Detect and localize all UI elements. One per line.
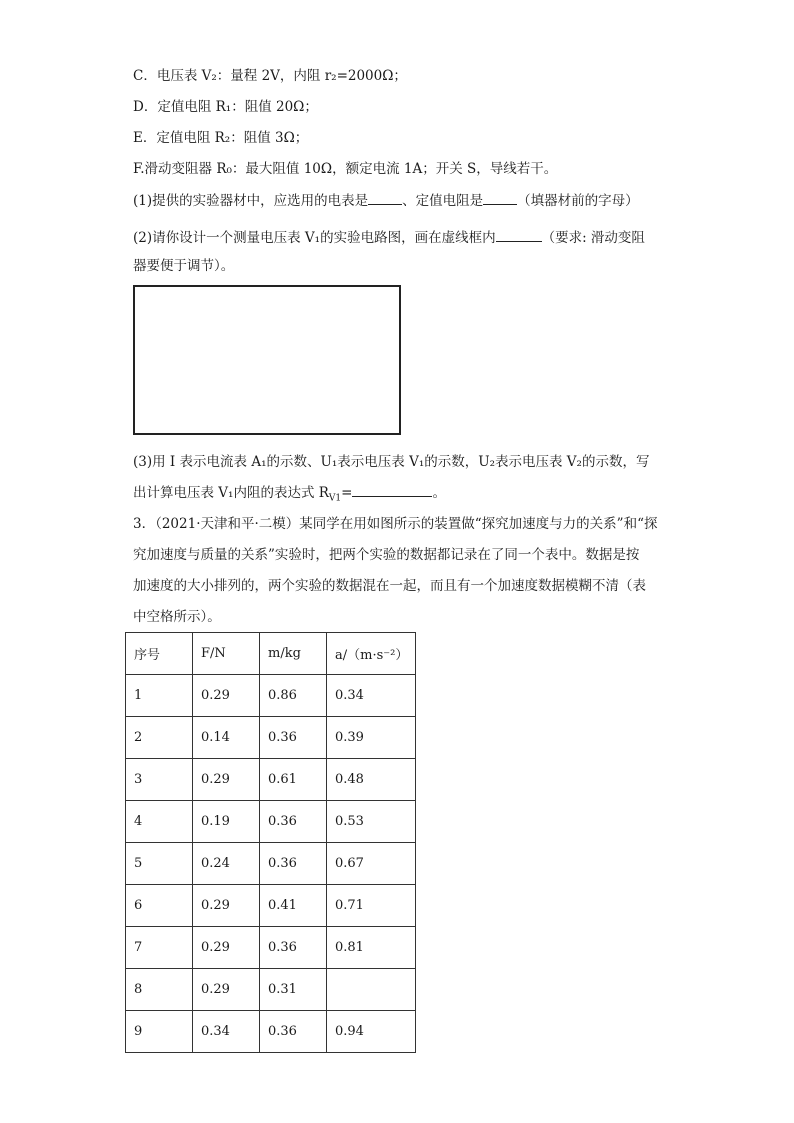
table-cell: 0.34 — [327, 675, 416, 717]
header-mass: m/kg — [260, 633, 327, 675]
table-cell: 1 — [126, 675, 193, 717]
table-cell: 0.29 — [193, 927, 260, 969]
table-cell: 2 — [126, 717, 193, 759]
table-cell: 0.36 — [260, 801, 327, 843]
table-cell: 5 — [126, 843, 193, 885]
question-2-line2: 器要便于调节）。 — [133, 258, 235, 274]
table-row — [126, 969, 416, 1011]
circuit-drawing-box[interactable] — [133, 285, 401, 435]
table-cell: 0.86 — [260, 675, 327, 717]
table-cell: 0.29 — [193, 885, 260, 927]
option-d: D．定值电阻 R₁：阻值 20Ω； — [133, 99, 318, 115]
problem-3-line4: 中空格所示）。 — [133, 609, 221, 625]
table-cell: 0.71 — [327, 885, 416, 927]
answer-blank-resistor[interactable] — [483, 190, 517, 205]
table-cell: 8 — [126, 969, 193, 1011]
option-e: E．定值电阻 R₂：阻值 3Ω； — [133, 130, 309, 146]
table-cell: 0.36 — [260, 1011, 327, 1053]
table-row — [126, 1011, 416, 1053]
table-cell: 9 — [126, 1011, 193, 1053]
header-acceleration: a/（m·s⁻²） — [327, 633, 416, 675]
table-cell: 0.53 — [327, 801, 416, 843]
table-cell: 4 — [126, 801, 193, 843]
table-cell: 0.34 — [193, 1011, 260, 1053]
question-3-line1: (3)用 I 表示电流表 A₁的示数、U₁表示电压表 V₁的示数，U₂表示电压表 V₂的示数，写 — [133, 454, 650, 470]
table-cell: 0.29 — [193, 969, 260, 1011]
table-cell: 0.31 — [260, 969, 327, 1011]
problem-3-line3: 加速度的大小排列的，两个实验的数据混在一起，而且有一个加速度数据模糊不清（表 — [133, 578, 646, 594]
table-row — [126, 717, 416, 759]
table-cell: 0.36 — [260, 717, 327, 759]
header-force: F/N — [193, 633, 260, 675]
table-cell: 7 — [126, 927, 193, 969]
problem-3-line2: 究加速度与质量的关系”实验时，把两个实验的数据都记录在了同一个表中。数据是按 — [133, 547, 640, 563]
table-row — [126, 759, 416, 801]
table-cell: 0.24 — [193, 843, 260, 885]
question-1: (1)提供的实验器材中，应选用的电表是 、定值电阻是 （填器材前的字母） — [133, 190, 639, 211]
table-cell: 0.29 — [193, 675, 260, 717]
table-header-row — [126, 633, 416, 675]
table-cell: 0.67 — [327, 843, 416, 885]
table-cell — [327, 969, 416, 1011]
table-cell: 6 — [126, 885, 193, 927]
table-cell: 0.36 — [260, 843, 327, 885]
table-cell: 0.19 — [193, 801, 260, 843]
question-3-line2: 出计算电压表 V₁内阻的表达式 $R_{V1}=$ 。 — [133, 482, 446, 509]
table-cell: 0.14 — [193, 717, 260, 759]
table-row — [126, 885, 416, 927]
table-cell: 0.39 — [327, 717, 416, 759]
table-cell: 0.48 — [327, 759, 416, 801]
table-row — [126, 927, 416, 969]
question-2: (2)请你设计一个测量电压表 V₁的实验电路图，画在虚线框内 （要求: 滑动变阻 — [133, 227, 645, 248]
table-cell: 0.94 — [327, 1011, 416, 1053]
table-cell: 0.61 — [260, 759, 327, 801]
table-cell: 0.81 — [327, 927, 416, 969]
answer-blank-expression[interactable] — [352, 482, 432, 497]
problem-3-line1: 3．（2021·天津和平·二模）某同学在用如图所示的装置做“探究加速度与力的关系”和“探 — [133, 516, 658, 532]
option-c: C．电压表 V₂：量程 2V，内阻 r₂=2000Ω； — [133, 68, 407, 84]
answer-blank-meter[interactable] — [368, 190, 402, 205]
option-f: F.滑动变阻器 R₀：最大阻值 10Ω，额定电流 1A；开关 S，导线若干。 — [133, 161, 558, 177]
table-row — [126, 801, 416, 843]
table-cell: 0.29 — [193, 759, 260, 801]
table-row — [126, 843, 416, 885]
data-table — [125, 632, 416, 1053]
table-row — [126, 675, 416, 717]
header-index: 序号 — [126, 633, 193, 675]
table-cell: 0.36 — [260, 927, 327, 969]
answer-blank-circuit[interactable] — [496, 227, 542, 242]
table-cell: 3 — [126, 759, 193, 801]
table-cell: 0.41 — [260, 885, 327, 927]
